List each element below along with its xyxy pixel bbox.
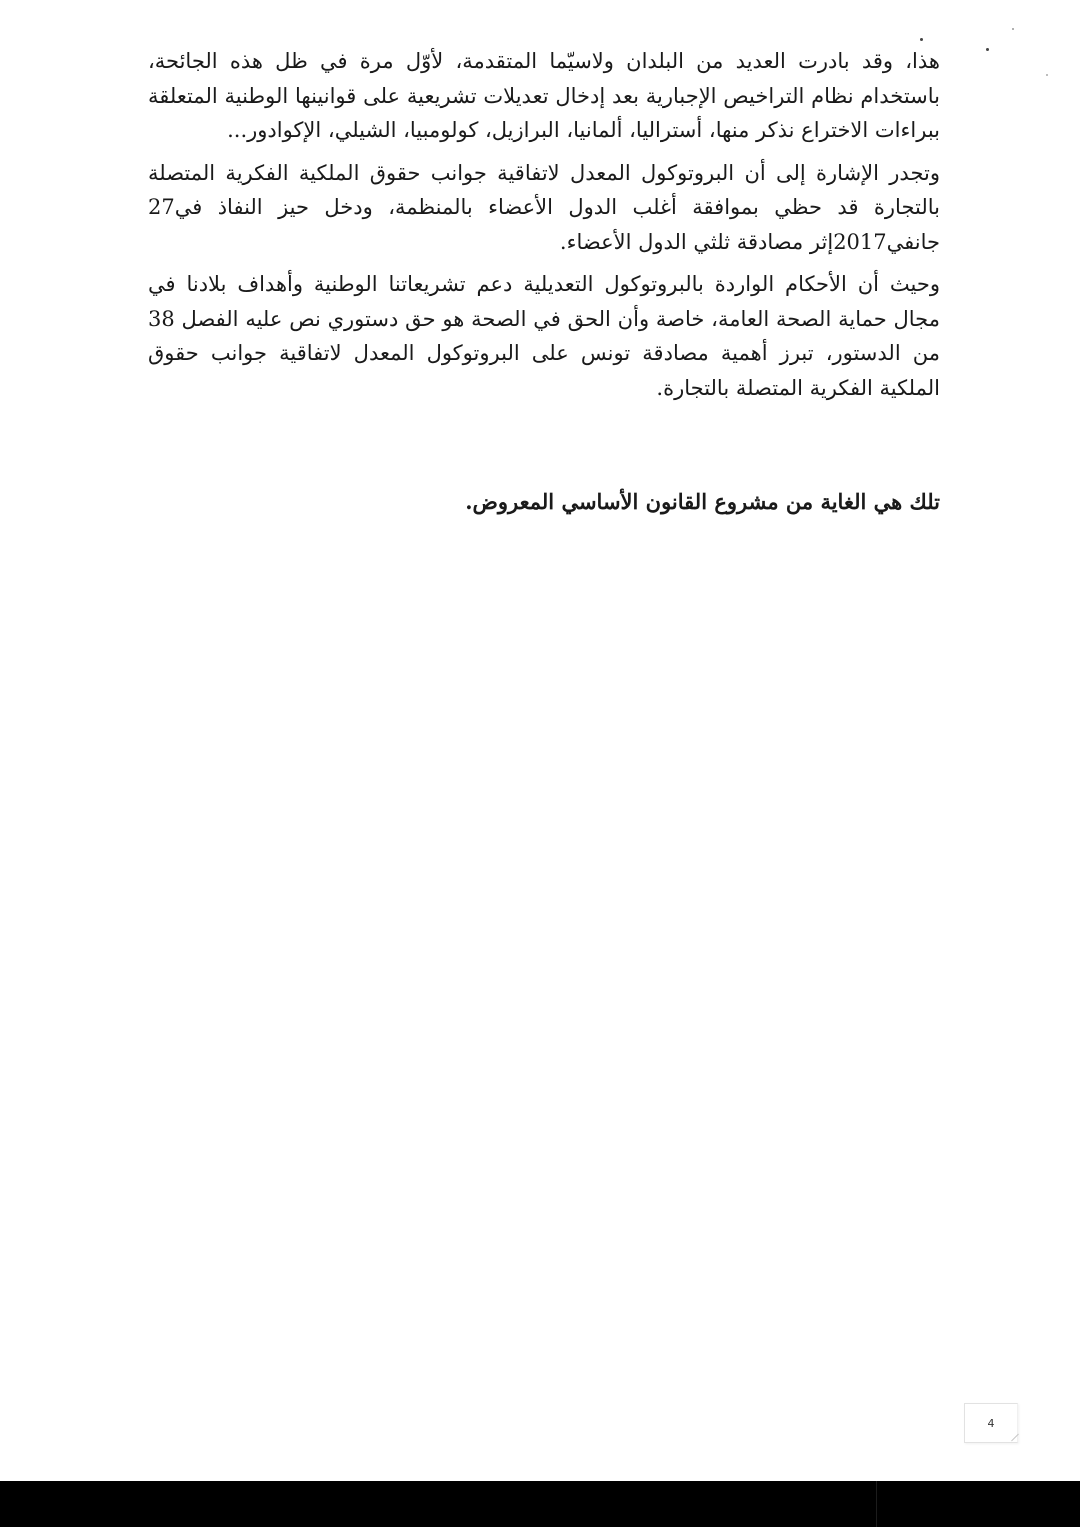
scan-speck <box>1012 28 1014 30</box>
scan-speck <box>920 38 923 41</box>
bottom-bar-divider <box>876 1481 877 1527</box>
page-number: 4 <box>964 1403 1018 1443</box>
scan-speck <box>1046 74 1048 76</box>
paragraph-protocol-entry-into-force: وتجدر الإشارة إلى أن البروتوكول المعدل لاتفاقية جوانب حقوق الملكية الفكرية المتصلة بالتجارة قد حظي بموافقة أغلب الدول الأعضاء بالمنظمة، ودخل حيز النفاذ في27 جانفي2017إثر مصادقة ثلثي الدول الأعضاء. <box>148 160 940 254</box>
closing-statement: تلك هي الغاية من مشروع القانون الأساسي المعروض. <box>465 489 940 514</box>
paragraph-covid-compulsory-licenses: هذا، وقد بادرت العديد من البلدان ولاسيّما المتقدمة، لأوّل مرة في ظل هذه الجائحة، باستخدام نظام التراخيص الإجبارية بعد إدخال تعديلات تشريعية على قوانينها الوطنية المتعلقة ببراءات الاختراع نذكر منها، أستراليا، ألمانيا، البرازيل، كولومبيا، الشيلي، الإكوادور... <box>148 49 940 142</box>
bottom-bar <box>0 1481 1080 1527</box>
paragraph-public-health-ratification: وحيث أن الأحكام الواردة بالبروتوكول التعديلية دعم تشريعاتنا الوطنية وأهداف بلادنا في مجال حماية الصحة العامة، خاصة وأن الحق في الصحة هو حق دستوري نص عليه الفصل 38 من الدستور، تبرز أهمية مصادقة تونس على البروتوكول المعدل لاتفاقية جوانب حقوق الملكية الفكرية المتصلة بالتجارة. <box>148 272 940 400</box>
scan-speck <box>986 48 989 51</box>
document-body <box>148 44 940 405</box>
